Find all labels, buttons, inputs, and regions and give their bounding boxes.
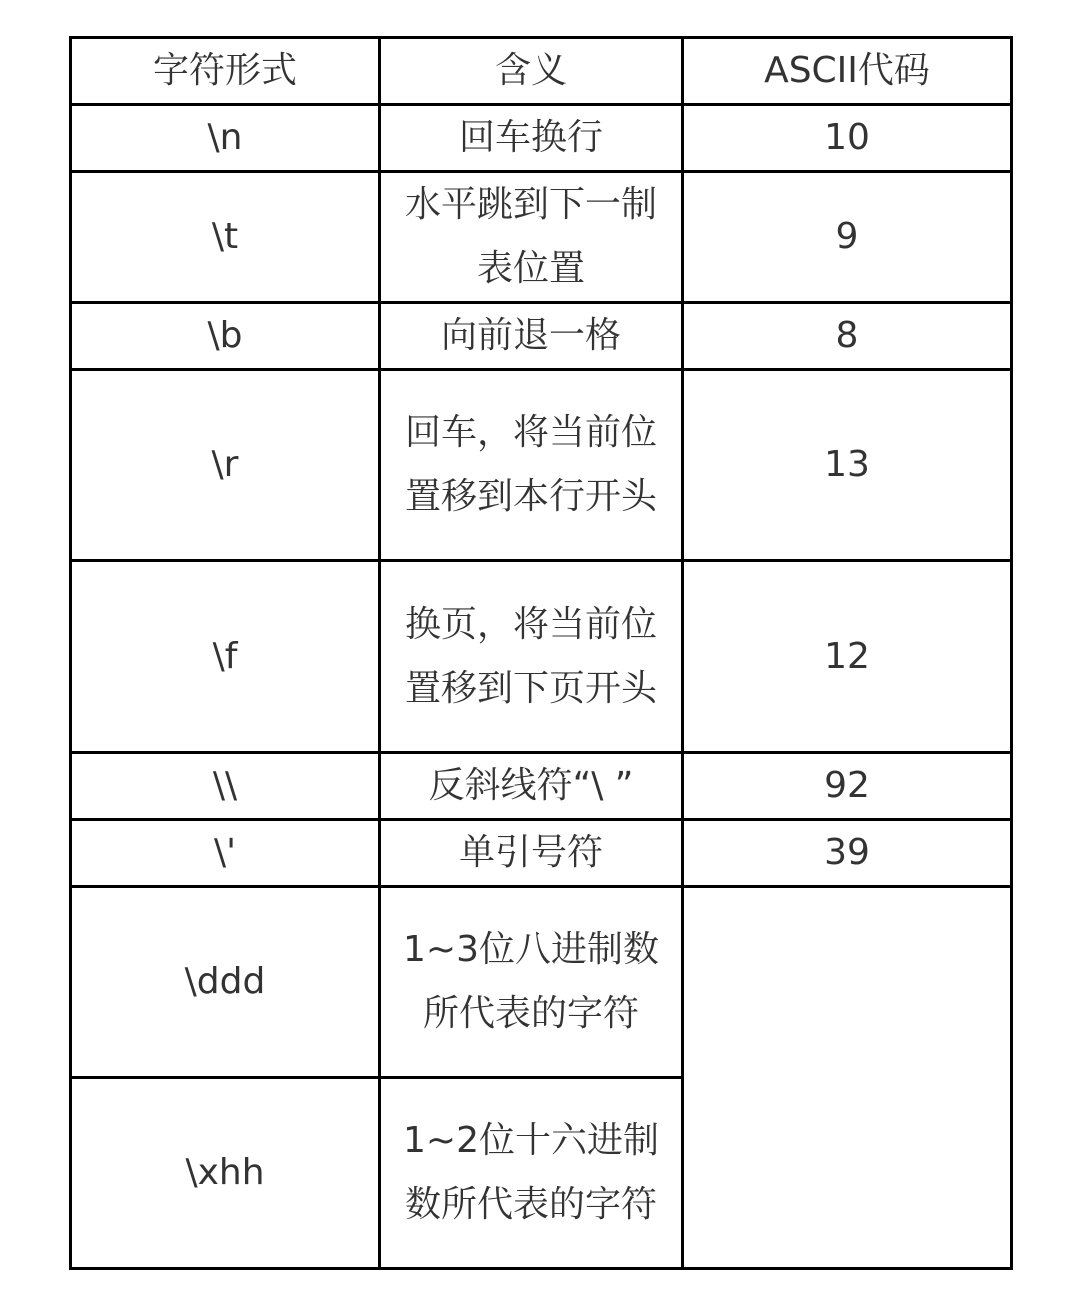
form-cell: \n [71, 105, 380, 172]
form-cell: \b [71, 303, 380, 370]
header-meaning: 含义 [380, 38, 683, 105]
table-row [71, 370, 1012, 561]
form-cell: \\ [71, 753, 380, 820]
meaning-cell: 回车换行 [380, 105, 683, 172]
table-row [71, 887, 1012, 1078]
code-cell: 12 [683, 561, 1012, 753]
form-cell: \' [71, 820, 380, 887]
meaning-cell: 向前退一格 [380, 303, 683, 370]
code-cell-merged-empty [683, 887, 1012, 1269]
escape-sequence-table [69, 36, 1013, 1270]
code-cell: 39 [683, 820, 1012, 887]
code-cell: 9 [683, 172, 1012, 303]
meaning-cell: 1~3位八进制数所代表的字符 [380, 887, 683, 1078]
table-row [71, 303, 1012, 370]
form-cell: \r [71, 370, 380, 561]
code-cell: 13 [683, 370, 1012, 561]
form-cell: \t [71, 172, 380, 303]
meaning-cell: 反斜线符“\ ” [380, 753, 683, 820]
meaning-cell: 回车，将当前位置移到本行开头 [380, 370, 683, 561]
form-cell: \ddd [71, 887, 380, 1078]
header-row [71, 38, 1012, 105]
form-cell: \f [71, 561, 380, 753]
table-row [71, 753, 1012, 820]
code-cell: 10 [683, 105, 1012, 172]
table-row [71, 172, 1012, 303]
table-row [71, 105, 1012, 172]
meaning-cell: 单引号符 [380, 820, 683, 887]
table-row [71, 820, 1012, 887]
code-cell: 92 [683, 753, 1012, 820]
table-row [71, 561, 1012, 753]
meaning-cell: 水平跳到下一制表位置 [380, 172, 683, 303]
header-form: 字符形式 [71, 38, 380, 105]
form-cell: \xhh [71, 1078, 380, 1269]
code-cell: 8 [683, 303, 1012, 370]
meaning-cell: 1~2位十六进制数所代表的字符 [380, 1078, 683, 1269]
meaning-cell: 换页，将当前位置移到下页开头 [380, 561, 683, 753]
header-code: ASCII代码 [683, 38, 1012, 105]
